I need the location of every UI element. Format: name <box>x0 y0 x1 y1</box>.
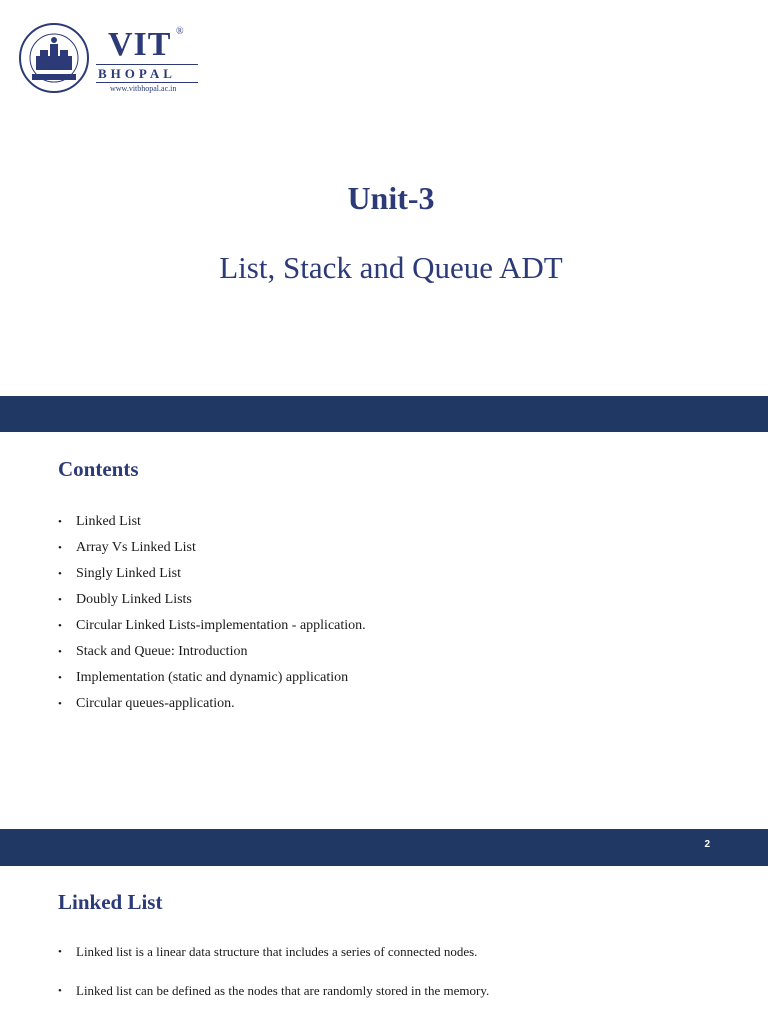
slide-title: Unit-3 <box>347 180 435 216</box>
brand-url: www.vitbhopal.ac.in <box>110 84 177 93</box>
list-item: • Singly Linked List <box>58 566 366 592</box>
linked-list-slide <box>0 866 768 1024</box>
list-item: • Linked list is a linear data structure that includes a series of connected nodes. <box>58 944 489 983</box>
list-item: • Implementation (static and dynamic) application <box>58 670 366 696</box>
list-item: • Stack and Queue: Introduction <box>58 644 366 670</box>
registered-mark: ® <box>176 26 184 37</box>
list-item: • Circular queues-application. <box>58 696 366 722</box>
list-item: • Array Vs Linked List <box>58 540 366 566</box>
contents-slide <box>0 432 768 829</box>
contents-list <box>58 514 366 722</box>
slide-separator-band <box>0 396 768 432</box>
linked-list-bullets <box>58 944 489 1022</box>
slide-subtitle: List, Stack and Queue ADT <box>219 250 563 285</box>
brand-campus: BHOPAL <box>98 66 176 81</box>
list-item: • Circular Linked Lists-implementation - application. <box>58 618 366 644</box>
list-item: • Doubly Linked Lists <box>58 592 366 618</box>
brand-rule-bottom <box>96 82 198 83</box>
contents-heading: Contents <box>58 457 139 481</box>
slide-footer-band <box>0 829 768 866</box>
vit-seal-logo-icon <box>18 22 90 94</box>
brand-name: VIT <box>108 26 172 63</box>
vit-logo <box>18 22 208 96</box>
page-number: 2 <box>704 839 710 850</box>
list-item: • Linked list can be defined as the nodes that are randomly stored in the memory. <box>58 983 489 1022</box>
list-item: • Linked List <box>58 514 366 540</box>
brand-rule-top <box>96 64 198 65</box>
linked-list-heading: Linked List <box>58 890 163 914</box>
title-slide <box>0 0 768 396</box>
